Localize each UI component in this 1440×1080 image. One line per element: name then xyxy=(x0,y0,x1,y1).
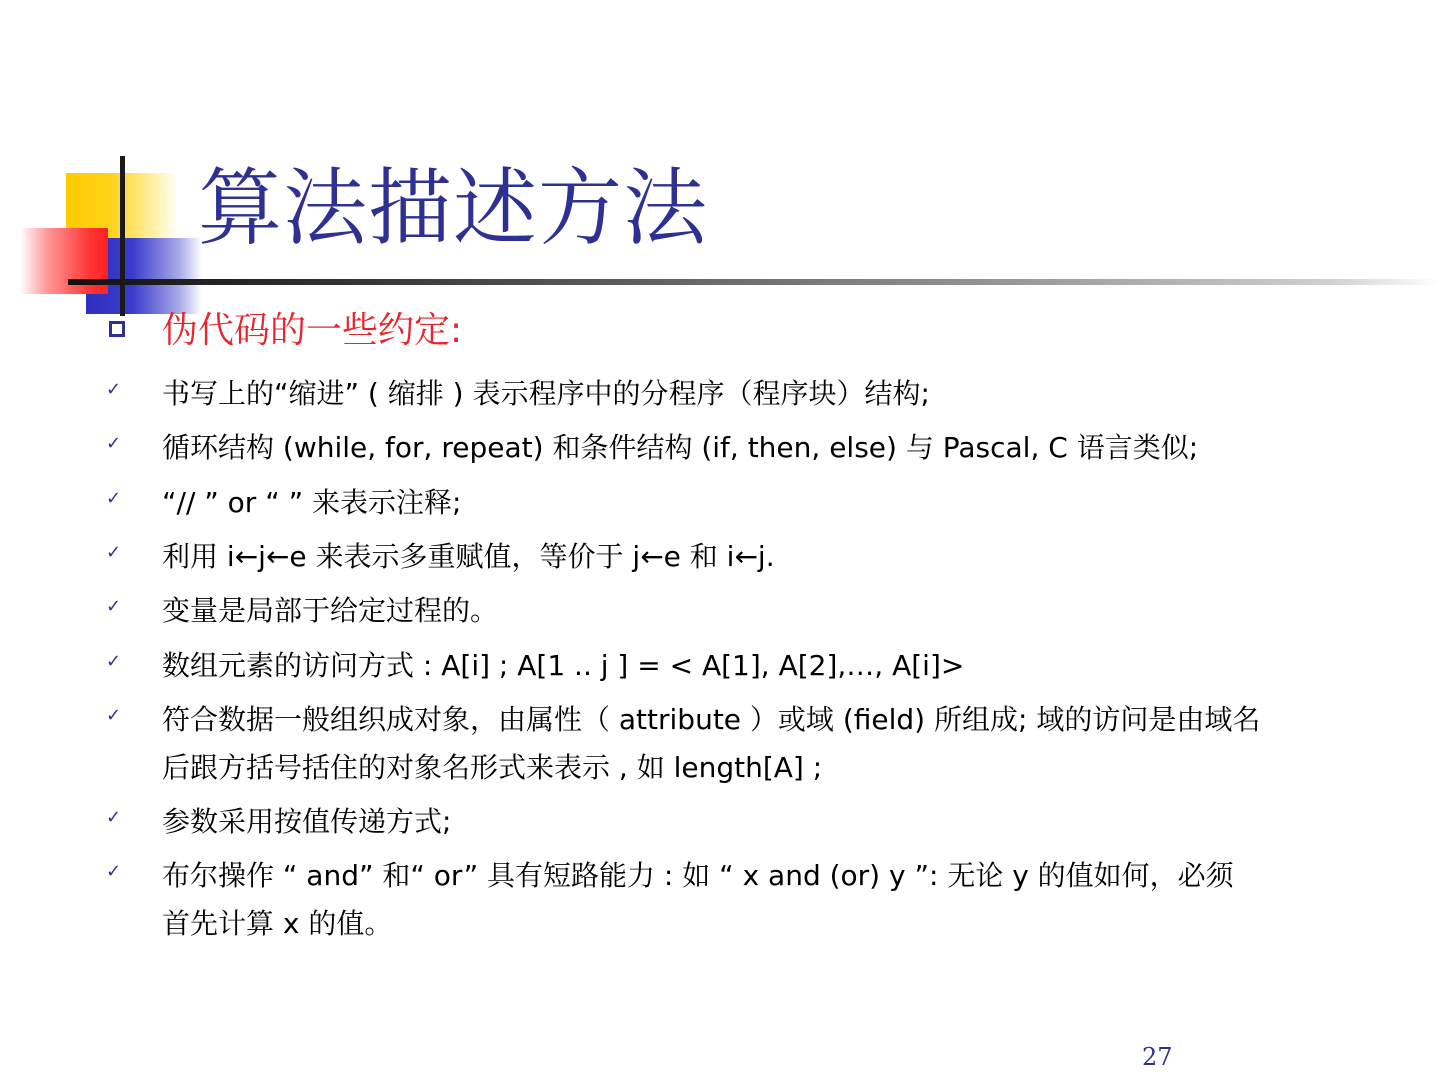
check-icon: ✓ xyxy=(106,542,122,563)
square-bullet-icon xyxy=(109,321,125,337)
check-icon: ✓ xyxy=(106,705,122,726)
list-item-text: 变量是局部于给定过程的。 xyxy=(162,594,499,627)
check-icon: ✓ xyxy=(106,488,122,509)
check-icon: ✓ xyxy=(106,596,122,617)
check-icon: ✓ xyxy=(106,379,122,400)
list-item-text: 参数采用按值传递方式; xyxy=(162,805,452,838)
check-icon: ✓ xyxy=(106,651,122,672)
list-item-text-continued: 后跟方括号括住的对象名形式来表示 , 如 length[A] ; xyxy=(162,751,823,784)
check-icon: ✓ xyxy=(106,807,122,828)
list-item-text: 布尔操作 “ and” 和“ or” 具有短路能力 : 如 “ x and (or) y ”: 无论 y 的值如何，必须 xyxy=(162,859,1234,892)
slide-title: 算法描述方法 xyxy=(198,159,709,257)
list-item-text: “// ” or “ ” 来表示注释; xyxy=(162,486,462,519)
check-icon: ✓ xyxy=(106,433,122,454)
check-icon: ✓ xyxy=(106,861,122,882)
list-item-text: 循环结构 (while, for, repeat) 和条件结构 (if, then, else) 与 Pascal, C 语言类似; xyxy=(162,431,1199,464)
list-item-text-continued: 首先计算 x 的值。 xyxy=(162,907,393,940)
page-number: 27 xyxy=(1142,1043,1173,1071)
slide-subtitle: 伪代码的一些约定: xyxy=(162,310,463,351)
list-item-text: 书写上的“缩进” ( 缩排 ) 表示程序中的分程序（程序块）结构; xyxy=(162,377,930,410)
list-item-text: 符合数据一般组织成对象，由属性（ attribute ）或域 (field) 所组成; 域的访问是由域名 xyxy=(162,703,1261,736)
list-item-text: 利用 i←j←e 来表示多重赋值，等价于 j←e 和 i←j. xyxy=(162,540,775,573)
title-decoration-vertical-line xyxy=(120,156,125,316)
list-item-text: 数组元素的访问方式 : A[i] ; A[1 .. j ] = < A[1], A[2],…, A[i]> xyxy=(162,649,965,682)
title-underline xyxy=(68,279,1440,285)
